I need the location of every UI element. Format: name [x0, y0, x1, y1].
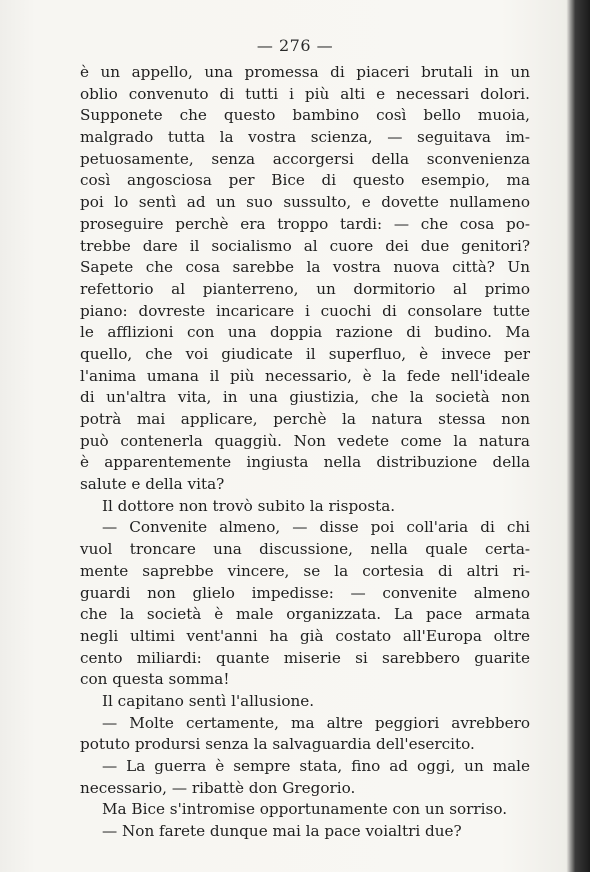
text-line: che la società è male organizzata. La pace armata — [80, 605, 530, 624]
text-line: così angosciosa per Bice di questo esempio, ma — [80, 171, 530, 190]
page-text — [80, 62, 530, 843]
text-line: di un'altra vita, in una giustizia, che la società non — [80, 388, 530, 407]
text-line: trebbe dare il socialismo al cuore dei due genitori? — [80, 236, 530, 255]
text-line: Supponete che questo bambino così bello muoia, — [80, 106, 530, 125]
text-line: è un appello, una promessa di piaceri brutali in un — [80, 63, 530, 81]
text-line: — Molte certamente, ma altre peggiori avrebbero — [102, 713, 530, 732]
text-line: Il dottore non trovò subito la risposta. — [102, 496, 396, 515]
text-line: le afflizioni con una doppia razione di budino. Ma — [80, 323, 530, 342]
text-line: malgrado tutta la vostra scienza, — seguitava im- — [80, 128, 530, 147]
text-line: — La guerra è sempre stata, fino ad oggi, un male — [102, 757, 530, 775]
text-line: Ma Bice s'intromise opportunamente con un sorriso. — [102, 800, 508, 819]
text-line: con questa somma! — [80, 670, 230, 689]
text-line: proseguire perchè era troppo tardi: — che cosa po- — [80, 214, 530, 233]
text-line: poi lo sentì ad un suo sussulto, e dovette nullameno — [80, 193, 530, 212]
text-line: può contenerla quaggiù. Non vedete come la natura — [80, 431, 530, 450]
text-line: negli ultimi vent'anni ha già costato all'Europa oltre — [80, 626, 530, 645]
text-line: guardi non glielo impedisse: — convenite almeno — [80, 583, 530, 602]
text-line: — Convenite almeno, — disse poi coll'aria di chi — [102, 518, 530, 537]
text-line: petuosamente, senza accorgersi della sconvenienza — [80, 149, 530, 168]
text-line: piano: dovreste incaricare i cuochi di consolare tutte — [80, 301, 530, 320]
text-line: potuto prodursi senza la salvaguardia dell'esercito. — [80, 735, 475, 754]
text-line: potrà mai applicare, perchè la natura stessa non — [80, 410, 530, 428]
text-line: l'anima umana il più necessario, è la fede nell'ideale — [80, 366, 530, 385]
text-line: Il capitano sentì l'allusione. — [102, 691, 315, 710]
text-line: vuol troncare una discussione, nella quale certa- — [80, 540, 530, 559]
text-line: Sapete che cosa sarebbe la vostra nuova città? Un — [80, 258, 530, 277]
text-line: refettorio al pianterreno, un dormitorio al primo — [80, 279, 530, 298]
text-line: mente saprebbe vincere, se la cortesia di altri ri- — [80, 561, 530, 580]
page-number: — 276 — — [256, 36, 334, 55]
text-line: — Non farete dunque mai la pace voialtri due? — [102, 822, 462, 841]
text-line: quello, che voi giudicate il superfluo, è invece per — [80, 344, 530, 363]
text-line: salute e della vita? — [80, 475, 225, 494]
text-line: cento miliardi: quante miserie si sarebbero guarite — [80, 648, 530, 667]
text-line: necessario, — ribattè don Gregorio. — [80, 778, 356, 797]
text-line: oblio convenuto di tutti i più alti e necessari dolori. — [80, 84, 530, 103]
text-line: è apparentemente ingiusta nella distribuzione della — [80, 453, 530, 472]
